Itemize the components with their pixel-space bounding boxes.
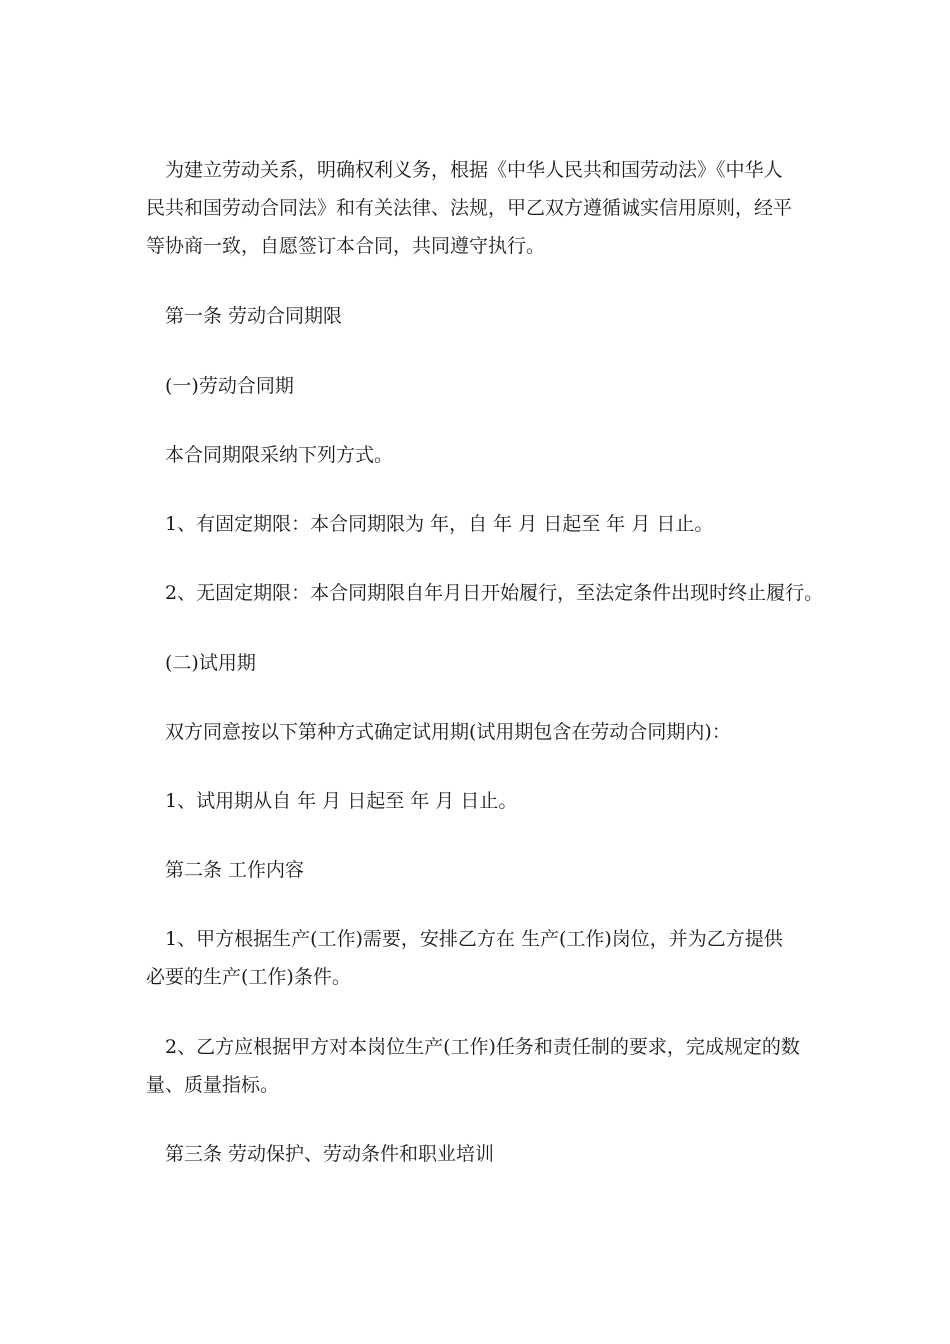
article-2-item-2-line-1: 2、乙方应根据甲方对本岗位生产(工作)任务和责任制的要求，完成规定的数 — [146, 1036, 800, 1058]
section-1-text: 本合同期限采纳下列方式。 — [146, 444, 394, 466]
section-1-item-1: 1、有固定期限：本合同期限为 年，自 年 月 日起至 年 月 日止。 — [146, 513, 714, 535]
article-2-item-2-line-2: 量、质量指标。 — [146, 1074, 280, 1096]
article-2-item-1-line-2: 必要的生产(工作)条件。 — [146, 966, 351, 988]
section-1-item-2: 2、无固定期限：本合同期限自年月日开始履行，至法定条件出现时终止履行。 — [146, 582, 824, 604]
article-2-item-1-line-1: 1、甲方根据生产(工作)需要，安排乙方在 生产(工作)岗位，并为乙方提供 — [146, 928, 783, 950]
article-1-heading: 第一条 劳动合同期限 — [146, 305, 343, 327]
intro-line-1: 为建立劳动关系，明确权利义务，根据《中华人民共和国劳动法》《中华人 — [146, 159, 783, 181]
article-2-heading: 第二条 工作内容 — [146, 859, 305, 881]
article-3-heading: 第三条 劳动保护、劳动条件和职业培训 — [146, 1143, 495, 1165]
section-2-text: 双方同意按以下第种方式确定试用期(试用期包含在劳动合同期内)： — [146, 721, 731, 743]
intro-line-3: 等协商一致，自愿签订本合同，共同遵守执行。 — [146, 235, 546, 257]
intro-line-2: 民共和国劳动合同法》和有关法律、法规，甲乙双方遵循诚实信用原则，经平 — [146, 197, 793, 219]
section-2-item-1: 1、试用期从自 年 月 日起至 年 月 日止。 — [146, 790, 518, 812]
section-1-heading: (一)劳动合同期 — [146, 375, 294, 397]
section-2-heading: (二)试用期 — [146, 652, 256, 674]
